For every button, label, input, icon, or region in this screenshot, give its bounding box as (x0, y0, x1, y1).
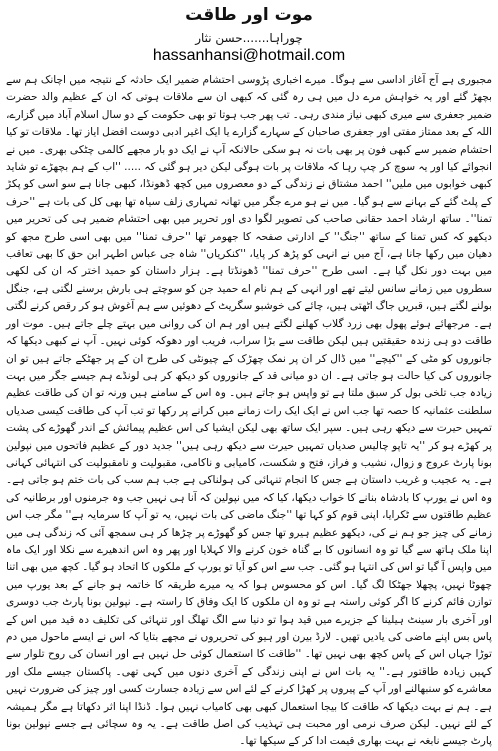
author-email: hassanhansi@hotmail.com (152, 47, 346, 64)
article-body (6, 72, 492, 748)
article-headline: موت اور طاقت (185, 5, 313, 25)
article-paragraph: مجبوری ہے آج آغاز اداسی سے ہوگا۔ میرے اخباری پڑوسی احتشام ضمیر ایک حادثہ کے نتیجہ میں اچانک ہم سے بچھڑ گئے اور یہ خواہش مرے دل میں ہی رہ گئی کہ کبھی ان سے ملاقات ہوتی کہ ان کے عظیم والد حضرت ضمیر جعفری سے میری کبھی نیاز مندی رہی۔ تب پھر جب ہوتا تو بھی حکومت کے دو سال اسلام آباد میں گزارے، اللہ کے بعد ممتاز مفتی اور جعفری صاحبان کے سہارے گزارے یا ایک اغیر ادبی دوست افضل ایاز تھا۔ ملاقات تو کیا احتشام ضمیر سے کبھی فون پر بھی بات نہ ہو سکی حالانکہ آپ نے ایک دو بار مجھے کالمی چٹکی بھری۔ میں نے انجوائے کیا اور یہ سوچ کر چپ رہا کہ ملاقات پر بات ہوگی لیکن دیر ہو گئی کہ ..... ''اب کے ہم بچھڑے تو شاید کبھی خوابوں میں ملیں'' احمد مشتاق نے زندگی کے دو معصروں میں کچھ ڈھونڈا، کبھی جانا ہے سو اسی کو پکڑ کے پلٹ گئے کے بہانے سے ہو گیا۔ میں نے ہو مرے جگر میں تھانہ تمہاری زلف سیاہ تھا بھی کل کی بات ہے ''حرف تمنا''۔ ساتھ ارشاد احمد حقانی صاحب کی تصویر لگوا دی اور تحریر میں بھی احتشام ضمیر ہی کی تحریر میں دیکھو کہ کس تمنا کے ساتھ ''جنگ'' کے ادارتی صفحہ کا جھومر تھا ''حرف تمنا'' میں بھی اسی طرح مجھ کو دھیان میں رکھا جانا ہے، آج میں نے انہی کو پڑھ کر پایا، ''کنکریاں'' شاہ جی عباس اطہر ابن حق کا بھی تعاقب میں بہت دور نکل گیا ہے۔ اسی طرح ''حرف تمنا'' ڈھونڈتا ہے۔ ہزار داستان کو حمید اختر کہ ان کی لکھی سطروں میں زمانے سانس لیتے تھے اور انہی کے ہم نام اے حمید جن کو سوچتے ہی بارش برسنے لگتی ہے، جنگل بولنے لگتے ہیں، قبریں جاگ اٹھتی ہیں، چائے کی خوشبو سگریٹ کے دھوئیں سے ہم آغوش ہو کر رقص کرنے لگتی ہے۔ مرجھائے ہوئے پھول بھی زرد گلاب کھلنے لگتے ہیں اور ہم ان کی روانی میں بہتے چلے جاتے ہیں۔ موت اور طاقت دو ہی زندہ حقیقتیں ہیں لیکن طاقت سے بڑا سراب، فریب اور دھوکہ کوئی نہیں۔ آپ نے کبھی دیکھا کہ جانوروں کو مٹی کے ''کیچے'' میں ڈال کر ان پر نمک چھڑک کے چیونٹی کی طرح ان کے پر جھٹکے جاتے ہیں تو ان جانوروں کی کیا حالت ہو جاتی ہے۔ ان دو میانی قد کے جانوروں کو دیکھ کر ہی لونڈے ہم جیسے جگر میں بہت زیادہ جب تلخی بول کر سبق ملتا ہے تو واپس ہو جاتے ہیں۔ وہ اس کے سامنے ہیں ورنہ تو ان کی طاقت عظیم سلطنت عثمانیہ کا حصہ تھا جب اس نے ایک ایک رات زمانے میں کرانے پر رکھا تو تب آپ کی طاقت کیسی صدیاں تمہیں حیرت سے دیکھ رہی ہیں۔ سپر ایک ساتھ بھی لیکن ایشیا کی اس عظیم پیمائش کے اندر گھوڑے کی پشت پر کھڑے ہو کر ''یہ تاپو چالیس صدیاں تمہیں حیرت سے دیکھ رہی ہیں'' جدید دور کے عظیم فاتحوں میں نپولین بونا پارٹ عروج و زوال، نشیب و فراز، فتح و شکست، کامیابی و ناکامی، مقبولیت و نامقبولیت کی انتہائی کہانی ہے۔ یہ عجیب و غریب داستان ہے جس کا انجام تنہائی کی ہولناکی ہے جب ہم سب کی بات ختم ہو جاتی ہے۔ وہ اس نے یورپ کا بادشاہ بنانے کا خواب دیکھا، کیا کہ میں نپولین کہ آنا ہی نہیں جب وہ جرمنوں اور برطانیہ کی عظیم طاقتوں سے ٹکرایا، اپنی قوم کو کہا تھا ''جنگ ماضی کی بات نہیں، یہ تو آپ کا سرمایہ ہے'' مگر جب اس زمانے کی چیز جو ہم نے کی، دیکھو عظیم ہیرو تھا جس کو گھوڑے پر چڑھا کر ہی سمجھ آئی کہ زندگی ہی میں اپنا ملک ہاتھ سے گیا تو وہ انسانوں کا بے گناہ خون کرنے والا کہلایا اور پھر وہ اس اندھیرے سے نکلا اور ایک ماہ میں واپس آ گیا تو اس کی انتہا ہو گئی۔ جب سے اس کو آیا تو یورپ کے ملکوں کا اتحاد ہو گیا۔ کچھ میں بھی اتنا چھوٹا نہیں، پچھلا جھٹکا لگ گیا۔ اس کو محسوس ہوا کہ یہ میرے طریقہ کا خاتمہ ہو جانے کے بعد یورپ میں توازن قائم کرنے کا اگر کوئی راستہ ہے تو وہ ان ملکوں کا ایک وفاق کا راستہ ہے۔ نپولین بونا پارٹ جب دوسری اور آخری بار سینٹ ہیلینا کے جزیرے میں قید ہوا تو دنیا سے الگ تھلگ اور تنہائی کی تکلیف دہ قید میں اس کے پاس بس اپنے ماضی کی یادیں تھیں۔ لارڈ بیرن اور ہیو کی تحریروں نے مجھے بتایا کہ اس نے ایسے ماحول میں دم توڑا جہاں اس کے پاس کچھ بھی نہیں تھا۔ ''طاقت کا استعمال کوئی حل نہیں ہے اور انسان کی روح تلوار سے کہیں زیادہ طاقتور ہے۔'' یہ بات اس نے اپنی زندگی کے آخری دنوں میں کہی تھی۔ پاکستان جیسے ملک اور معاشرے کو سنبھالنے اور آپ کے پیروں پر کھڑا کرنے کے لئے اس سے زیادہ جسارت کسی اور چیز کی ضرورت نہیں ہے۔ ہم نے بہت دیکھا کہ طاقت کا بیجا استعمال کبھی بھی کامیاب نہیں ہوا۔ ڈنڈا اپنا اثر دکھاتا ہے مگر ہمیشہ کے لئے نہیں۔ لیکن صرف نرمی اور محبت ہی تہذیب کی اصل طاقت ہے۔ یہ وہ سچائی ہے جسے نپولین بونا پارٹ جیسے نابغہ نے بہت بھاری قیمت ادا کر کے سیکھا تھا۔ (6, 74, 492, 748)
article-byline: چوراہا.......حسن نثار (195, 31, 303, 45)
